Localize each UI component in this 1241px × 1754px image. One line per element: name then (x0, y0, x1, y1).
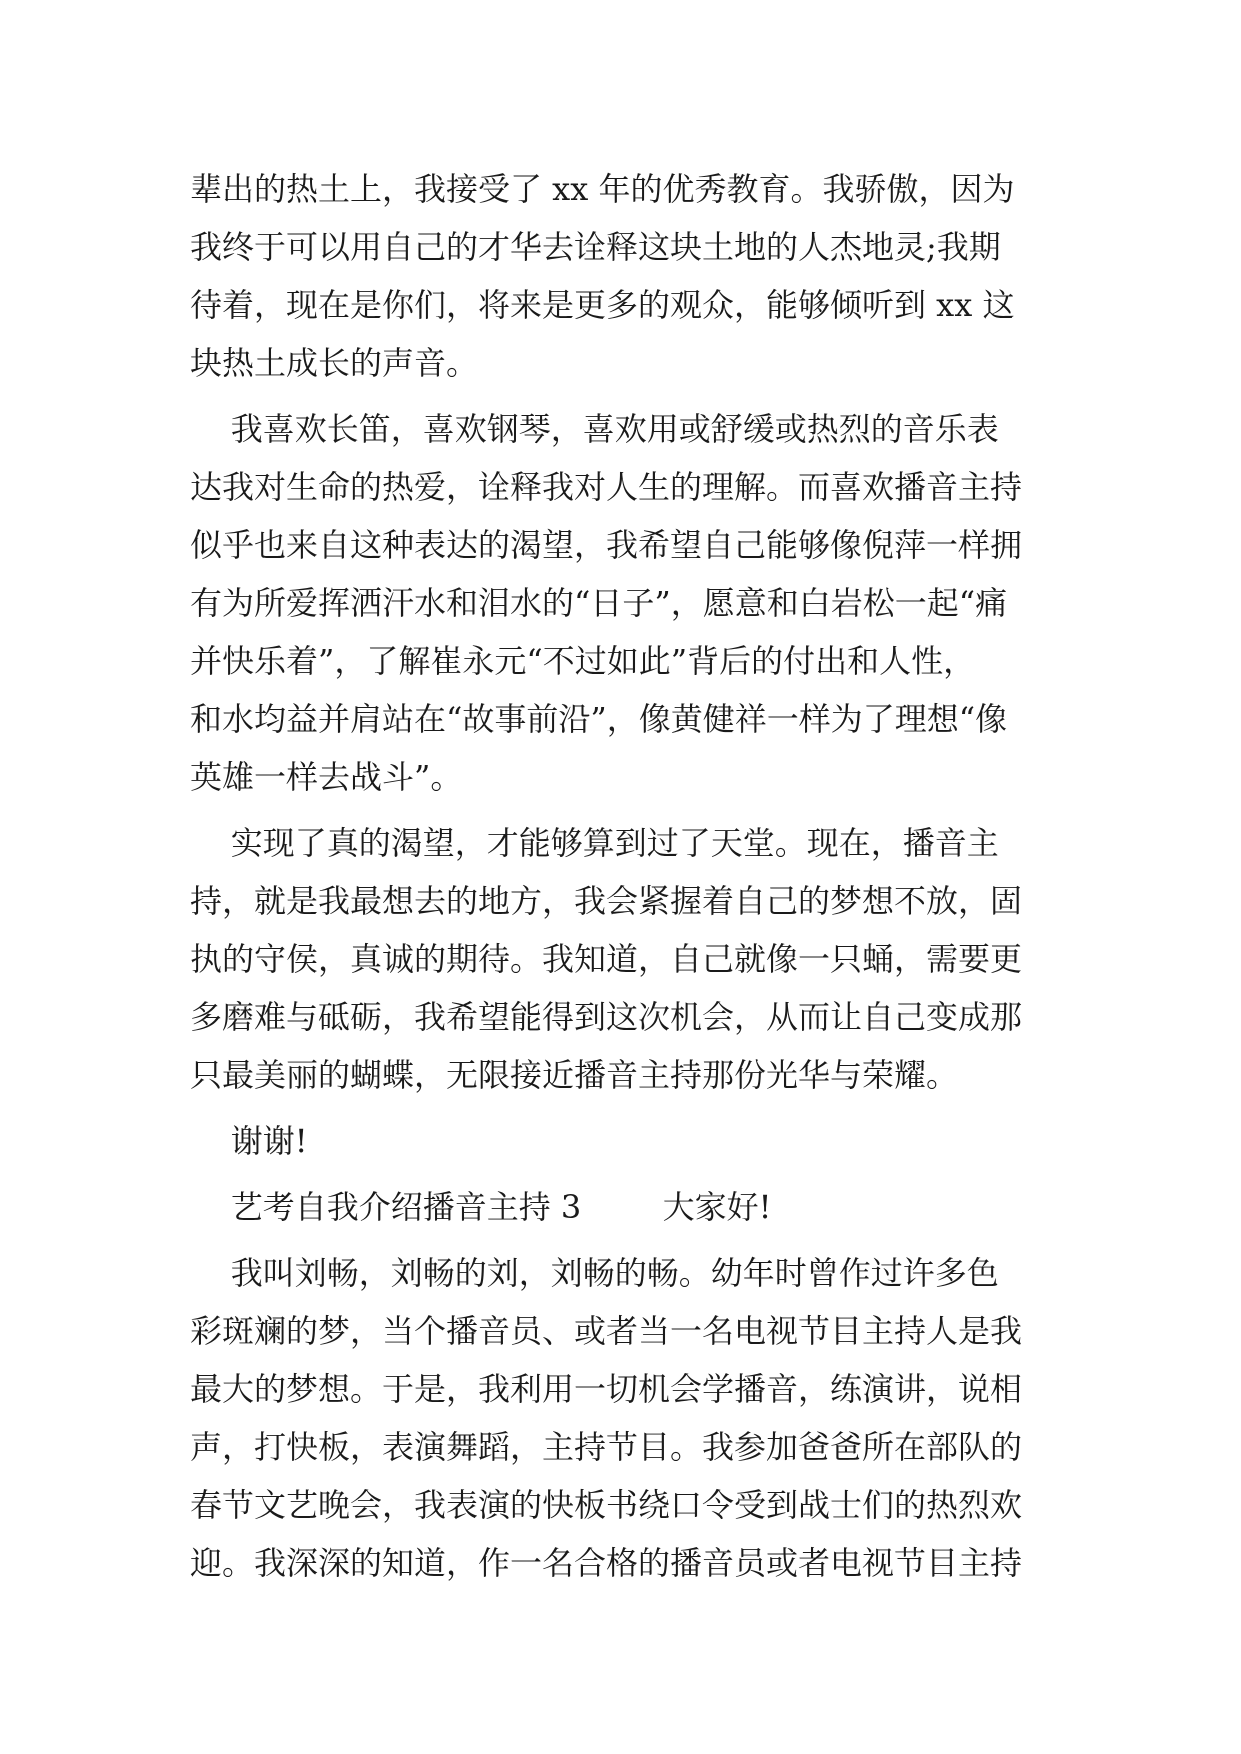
text-line: 达我对生命的热爱，诠释我对人生的理解。而喜欢播音主持 (190, 468, 1023, 506)
text-line: 声，打快板，表演舞蹈，主持节目。我参加爸爸所在部队的 (190, 1428, 1023, 1466)
text-line: 多磨难与砥砺，我希望能得到这次机会，从而让自己变成那 (190, 998, 1023, 1036)
text-line: 春节文艺晚会，我表演的快板书绕口令受到战士们的热烈欢 (190, 1486, 1023, 1524)
text-line: 我终于可以用自己的才华去诠释这块土地的人杰地灵;我期 (190, 228, 1001, 266)
text-line: 只最美丽的蝴蝶，无限接近播音主持那份光华与荣耀。 (190, 1056, 959, 1094)
text-line: 执的守侯，真诚的期待。我知道，自己就像一只蛹，需要更 (190, 940, 1023, 978)
text-line: 我叫刘畅，刘畅的刘，刘畅的畅。幼年时曾作过许多色 (190, 1254, 999, 1292)
text-line: 块热土成长的声音。 (190, 344, 479, 382)
text-line: 似乎也来自这种表达的渴望，我希望自己能够像倪萍一样拥 (190, 526, 1023, 564)
text-line: 待着，现在是你们，将来是更多的观众，能够倾听到 xx 这 (190, 286, 1015, 324)
text-line: 我喜欢长笛，喜欢钢琴，喜欢用或舒缓或热烈的音乐表 (190, 410, 999, 448)
text-line: 有为所爱挥洒汗水和泪水的“日子”，愿意和白岩松一起“痛 (190, 584, 1008, 622)
text-line: 并快乐着”，了解崔永元“不过如此”背后的付出和人性， (190, 642, 976, 680)
text-line: 谢谢! (190, 1122, 308, 1160)
section-title-line: 艺考自我介绍播音主持 3 大家好! (190, 1188, 772, 1226)
text-line: 和水均益并肩站在“故事前沿”，像黄健祥一样为了理想“像 (190, 700, 1008, 738)
text-line: 辈出的热土上，我接受了 xx 年的优秀教育。我骄傲，因为 (190, 170, 1015, 208)
text-line: 英雄一样去战斗”。 (190, 758, 463, 796)
text-line: 迎。我深深的知道，作一名合格的播音员或者电视节目主持 (190, 1544, 1023, 1582)
text-line: 持，就是我最想去的地方，我会紧握着自己的梦想不放，固 (190, 882, 1023, 920)
text-line: 实现了真的渴望，才能够算到过了天堂。现在，播音主 (190, 824, 999, 862)
text-line: 彩斑斓的梦，当个播音员、或者当一名电视节目主持人是我 (190, 1312, 1023, 1350)
text-line: 最大的梦想。于是，我利用一切机会学播音，练演讲，说相 (190, 1370, 1023, 1408)
